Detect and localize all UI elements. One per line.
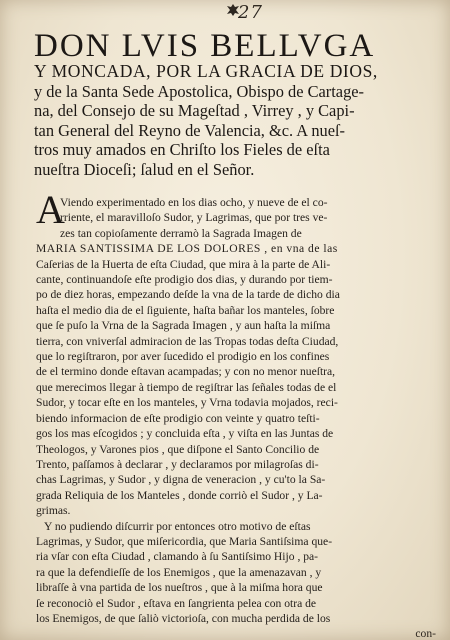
intro-paragraph [34, 62, 438, 179]
body-line: gos los mas eſcogidos ; y concluida eſta , y viſta en las Juntas de [36, 427, 334, 441]
body-line: zes tan copioſamente derramò la Sagrada Imagen de [60, 226, 302, 240]
body-line: que merecimos llegar à tiempo de regiſtrar las ſeñales todas de el [36, 380, 337, 394]
body-line: chas Lagrimas, y Sudor , y digna de veneracion , y cu'to la Sa- [36, 473, 326, 487]
intro-line: Y MONCADA, POR LA GRACIA DE DIOS, [34, 61, 378, 81]
intro-line: tan General del Reyno de Valencia, &c. A nueſ- [34, 120, 346, 140]
body-text [36, 195, 436, 640]
body-line: MARIA SANTISSIMA DE LOS DOLORES , en vna de las [36, 242, 338, 256]
document-title: DON LVIS BELLVGA [34, 28, 376, 64]
body-line: libraſſe à vna partida de los nueſtros , que à la miſma hora que [36, 581, 323, 595]
intro-line: tros muy amados en Chriſto los Fieles de eſta [34, 140, 330, 159]
body-line: ſe reconociò el Sudor , eſtava en ſangrienta pelea con otra de [36, 596, 317, 610]
intro-line: nueſtra Dioceſi; ſalud en el Señor. [34, 159, 255, 179]
body-line: Theologos, y Varones pios , que diſpone el Santo Concilio de [36, 442, 320, 456]
body-line: biendo informacion de eſte prodigio con veinte y quatro teſti- [36, 411, 320, 425]
drop-cap: A [36, 187, 65, 232]
body-line: que ſe puſo la Vrna de la Sagrada Imagen , y aun haſta la miſma [36, 319, 331, 333]
body-line: que lo regiſtraron, por aver ſucedido el prodigio en los confines [36, 350, 330, 364]
body-line: los Enemigos, de que ſaliò victorioſa, con mucha perdida de los [36, 611, 331, 625]
body-line: ra que la defendieſſe de los Enemigos , que la amenazavan , y [36, 565, 322, 579]
folio-number: 27 [238, 2, 263, 23]
body-line: Lagrimas, y Sudor, que miſericordia, que Maria Santiſsima que- [36, 534, 333, 548]
body-line: grada Reliquia de los Manteles , donde corriò el Sudor , y La- [36, 488, 323, 502]
body-line: Trento, paſſamos à declarar , y declaramos por milagroſas di- [36, 457, 319, 471]
body-line: grimas. [36, 504, 71, 518]
body-line: Viendo experimentado en los dias ocho, y nueve de el co- [60, 196, 328, 209]
body-line: de el termino donde eſtavan acampadas; y con no menor nueſtra, [36, 365, 336, 379]
body-line: Sudor, y tocar eſte en los manteles, y Vrna todavia mojados, reci- [36, 396, 338, 410]
body-line: ria vſar con eſta Ciudad , clamando à ſu Santiſsimo Hijo , pa- [36, 550, 319, 564]
body-line: haſta el medio dia de el ſiguiente, haſta bañar los manteles, ſobre [36, 303, 335, 317]
body-line: rriente, el maravilloſo Sudor, y Lagrimas, que por tres ve- [60, 211, 328, 225]
body-line: po de diez horas, empezando deſde la vna de la tarde de dicho dia [36, 288, 340, 302]
body-line: tierra, con vniverſal admiracion de las Tropas todas deſta Ciudad, [36, 334, 339, 348]
intro-line: y de la Santa Sede Apostolica, Obispo de Cartage- [34, 81, 365, 101]
body-line: Caſerias de la Huerta de eſta Ciudad, que mira à la parte de Ali- [36, 257, 331, 271]
intro-line: na, del Consejo de su Mageſtad , Virrey , y Capi- [34, 101, 355, 120]
body-line: Y no pudiendo diſcurrir por entonces otro motivo de eſtas [44, 519, 311, 533]
body-line: cante, continuandoſe eſte prodigio dos dias, y durando por tiem- [36, 273, 333, 287]
body-line: con- [415, 627, 436, 640]
